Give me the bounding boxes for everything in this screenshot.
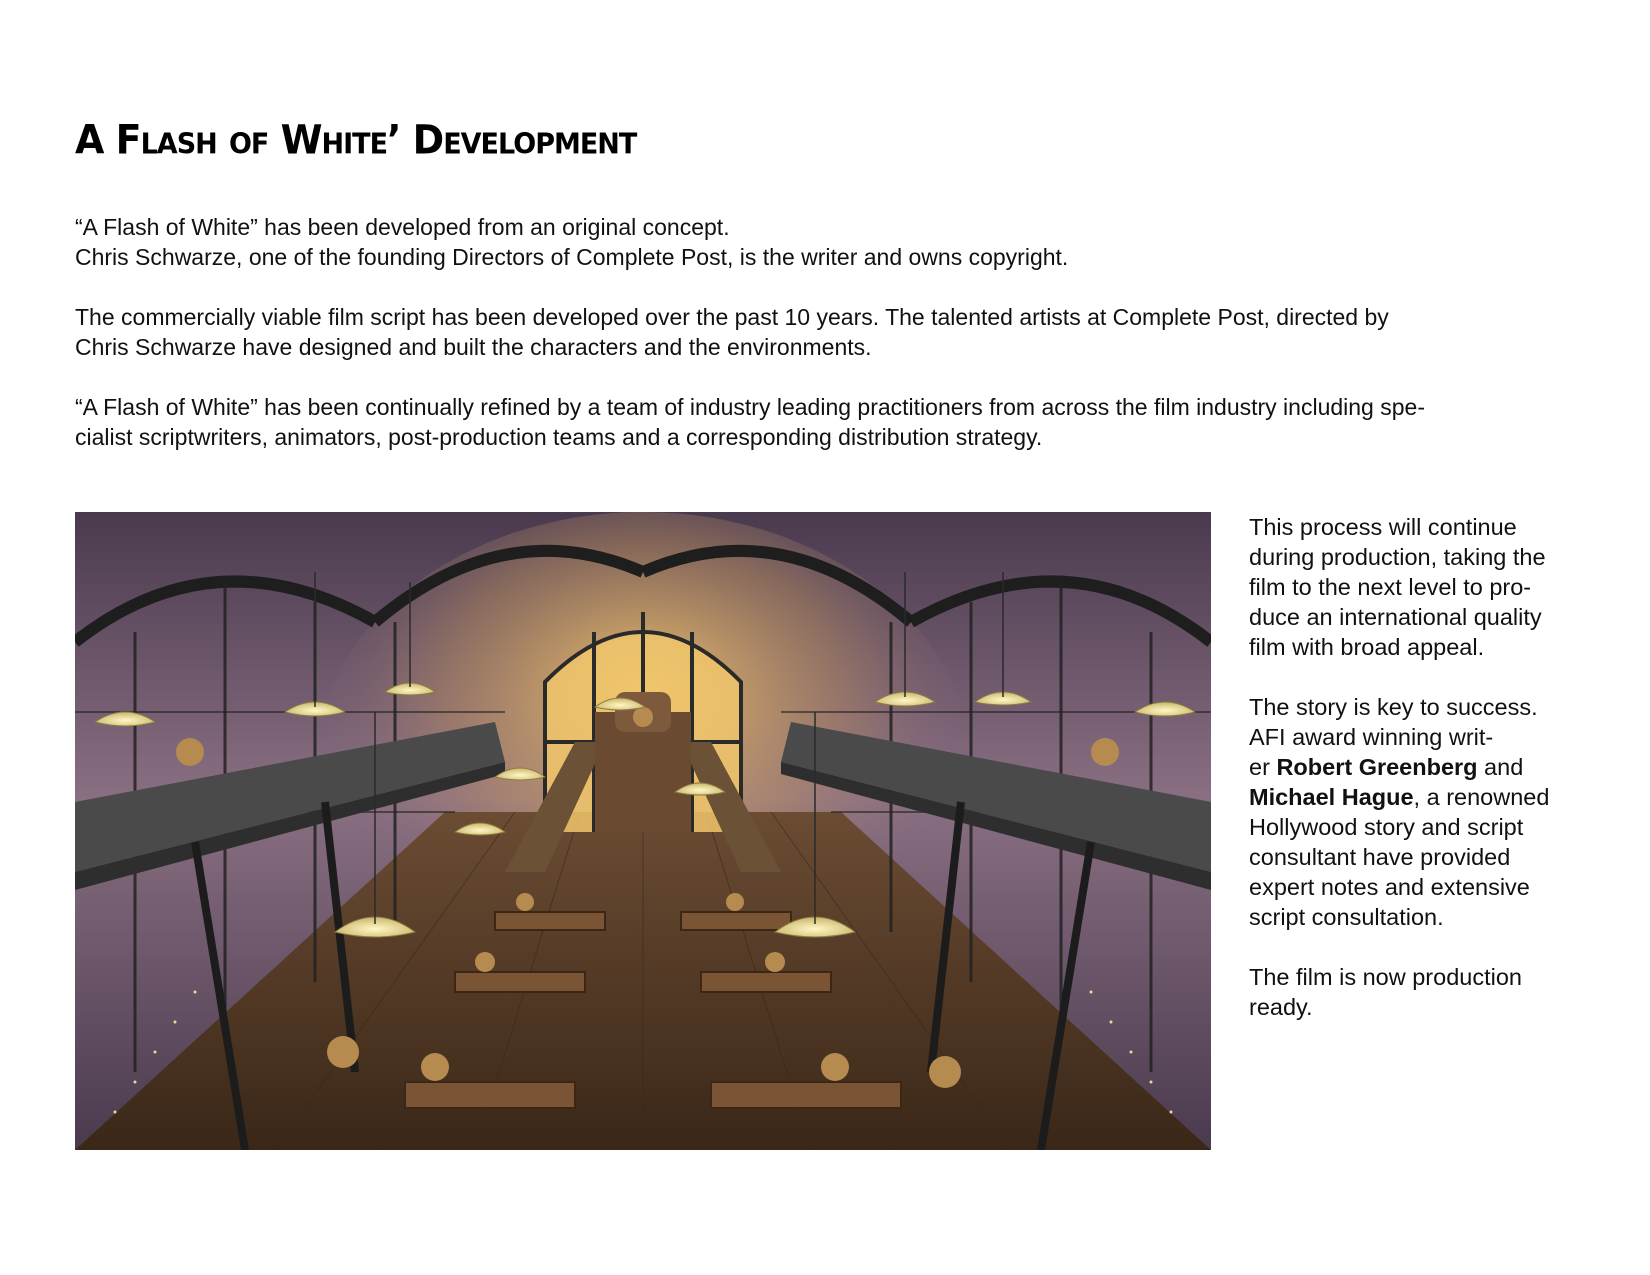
- text-line: The story is key to success.: [1249, 694, 1538, 720]
- consultant-name: Michael Hague: [1249, 784, 1414, 810]
- side-text: [1249, 512, 1589, 1052]
- text-line: Chris Schwarze have designed and built the characters and the environments.: [75, 334, 872, 360]
- text-line: film with broad appeal.: [1249, 634, 1485, 660]
- text-line: duce an international quality: [1249, 604, 1542, 630]
- text-line: script consultation.: [1249, 904, 1444, 930]
- text-line: during production, taking the: [1249, 544, 1546, 570]
- text-line: Hollywood story and script: [1249, 814, 1524, 840]
- intro-text: [75, 212, 1585, 482]
- text-line: film to the next level to pro-: [1249, 574, 1532, 600]
- text-line: Chris Schwarze, one of the founding Directors of Complete Post, is the writer and owns copyright.: [75, 244, 1069, 270]
- text-fragment: er: [1249, 754, 1277, 780]
- text-line: “A Flash of White” has been developed from an original concept.: [75, 214, 730, 240]
- side-paragraph-1: [1249, 512, 1589, 662]
- page-title: A Flash of White’ Development: [75, 116, 637, 164]
- text-line: AFI award winning writ-: [1249, 724, 1494, 750]
- writer-name: Robert Greenberg: [1276, 754, 1478, 780]
- side-paragraph-3: [1249, 962, 1589, 1022]
- text-line: The commercially viable film script has been developed over the past 10 years. The talented artists at Complete Post, directed by: [75, 304, 1389, 330]
- text-line: expert notes and extensive: [1249, 874, 1530, 900]
- intro-paragraph-3: [75, 392, 1585, 452]
- text-line: cialist scriptwriters, animators, post-production teams and a corresponding distribution strategy.: [75, 424, 1043, 450]
- text-line: This process will continue: [1249, 514, 1517, 540]
- side-paragraph-2: [1249, 692, 1589, 932]
- text-line: [1249, 752, 1589, 782]
- intro-paragraph-2: [75, 302, 1585, 362]
- text-fragment: and: [1477, 754, 1524, 780]
- text-fragment: , a renowned: [1413, 784, 1550, 810]
- text-line: The film is now production: [1249, 964, 1522, 990]
- intro-paragraph-1: [75, 212, 1585, 272]
- text-line: ready.: [1249, 994, 1313, 1020]
- text-line: consultant have provided: [1249, 844, 1511, 870]
- concept-art-image: [75, 512, 1211, 1150]
- workshop-hall-illustration: [75, 512, 1211, 1150]
- text-line: [1249, 782, 1589, 812]
- text-line: “A Flash of White” has been continually refined by a team of industry leading practitioners from across the film industry including spe-: [75, 394, 1425, 420]
